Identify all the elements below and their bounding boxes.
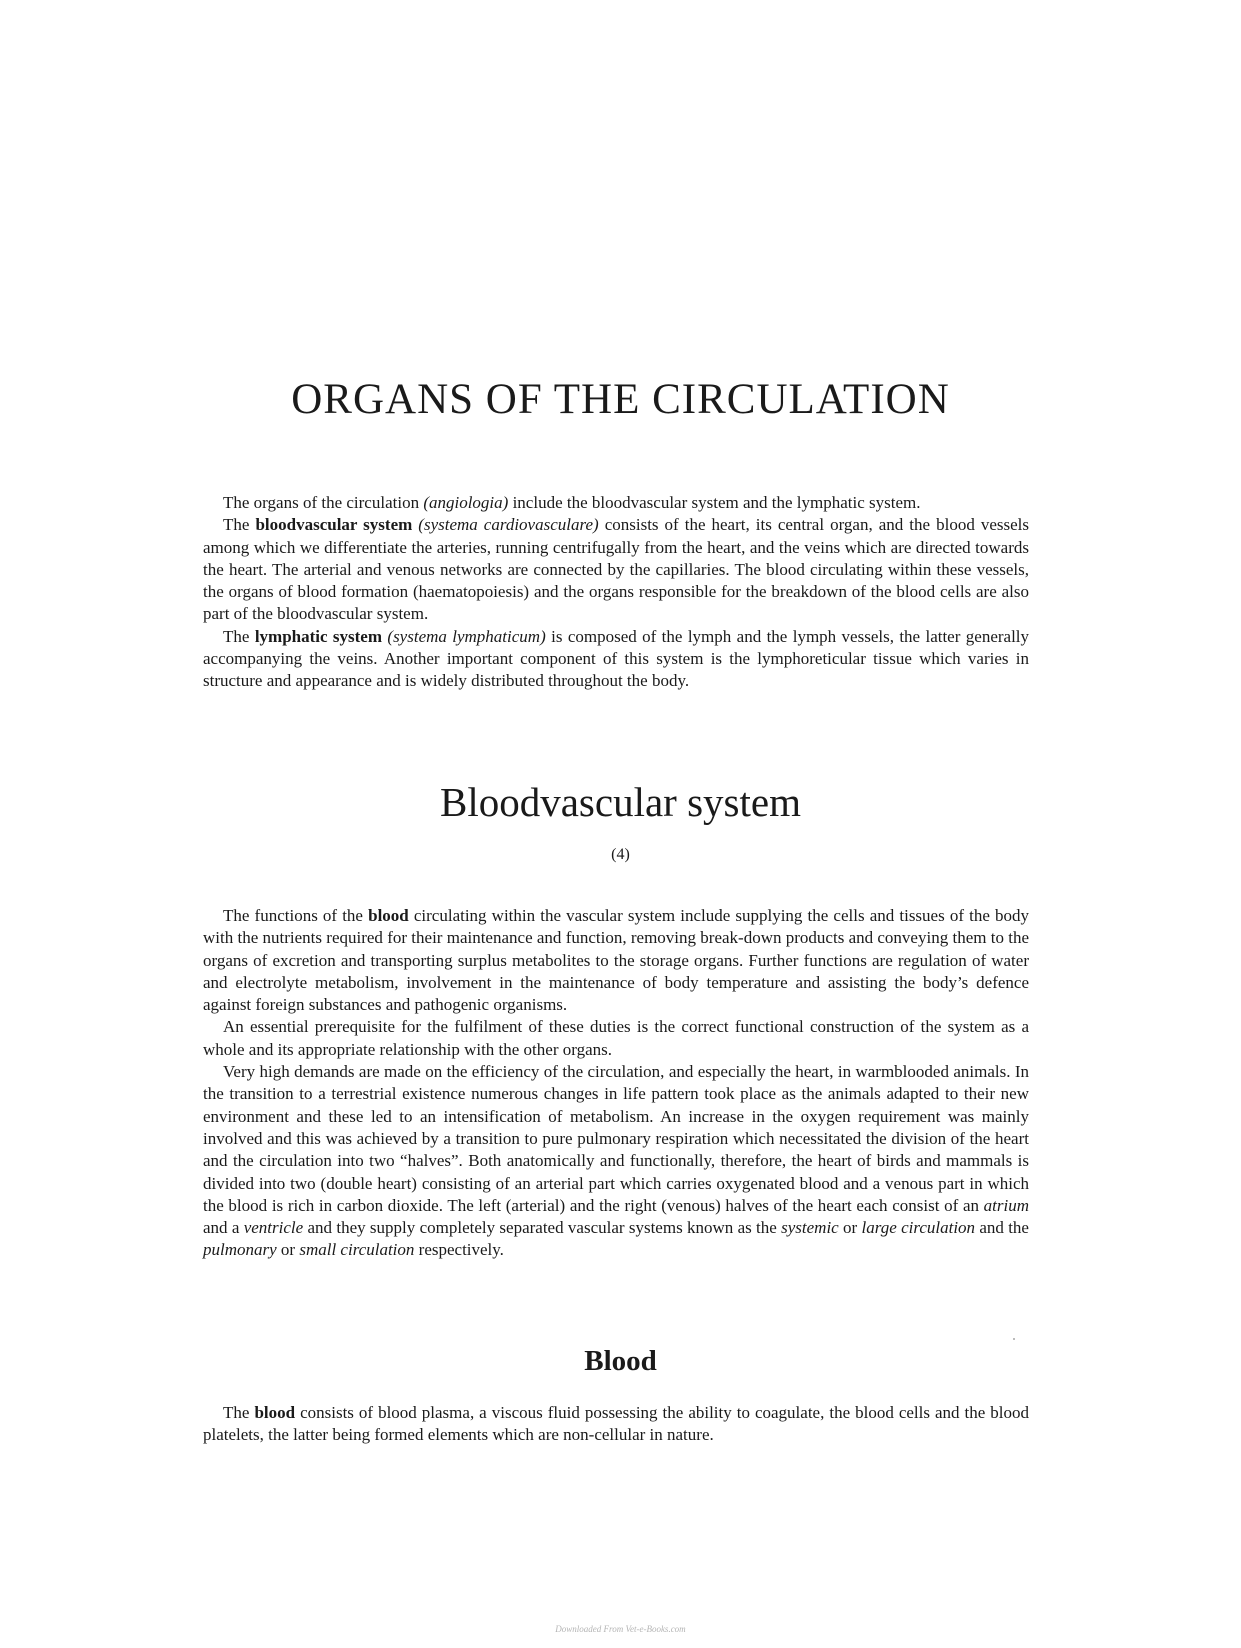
term-systema-cardiovasculare: (systema cardiovasculare) — [418, 515, 599, 535]
term-atrium: atrium — [983, 1195, 1029, 1215]
term-large-circulation: large circulation — [861, 1218, 976, 1238]
term-small-circulation: small circulation — [299, 1240, 415, 1260]
bloodvascular-paragraph-1: The functions of the blood circulating within the vascular system include supplying the cells and tissues of the body with the nutrients required for their maintenance and function, removing break-down products and conveying them to the organs of excretion and transporting surplus metabolites to the storage organs. Further functions are regulation of water and electrolyte metabolism, involvement in the maintenance of body temperature and assisting the body’s defence against foreign substances and pathogenic organisms. — [203, 906, 1029, 1015]
footer-watermark: Downloaded From Vet-e-Books.com — [555, 1624, 686, 1634]
term-blood: blood — [368, 906, 409, 925]
bloodvascular-paragraph-2: An essential prerequisite for the fulfilment of these duties is the correct functional construction of the system as a whole and its appropriate relationship with the other organs. — [203, 1017, 1029, 1059]
bloodvascular-paragraph-3: Very high demands are made on the efficiency of the circulation, and especially the heart, in warmblooded animals. In the transition to a terrestrial existence numerous changes in life pattern took place as the animals adapted to their new environment and these led to an intensification of metabolism. An increase in the oxygen requirement was mainly involved and this was achieved by a transition to pure pulmonary respiration which necessitated the division of the heart and the circulation into two “halves”. Both anatomically and functionally, therefore, the heart of birds and mammals is divided into two (double heart) consisting of an arterial part which carries oxygenated blood and a venous part in which the blood is rich in carbon dioxide. The left (arterial) and the right (venous) halves of the heart each consist of an atrium and a ventricle and they supply completely separated vascular systems known as the systemic or large circulation and the pulmonary or small circulation respectively. — [203, 1062, 1029, 1260]
bloodvascular-text — [203, 905, 1029, 1262]
term-systemic: systemic — [781, 1218, 839, 1238]
term-bloodvascular-system: bloodvascular system — [255, 515, 413, 535]
term-angiologia: (angiologia) — [423, 493, 509, 512]
intro-paragraph-1: The organs of the circulation (angiologia) include the bloodvascular system and the lymphatic system. — [223, 493, 921, 512]
term-lymphatic-system: lymphatic system — [254, 626, 383, 646]
term-pulmonary: pulmonary — [203, 1240, 277, 1260]
intro-paragraph-3: The lymphatic system (systema lymphaticum) is composed of the lymph and the lymph vessels, the latter generally accompanying the veins. Another important component of this system is the lymphoreticular tissue which varies in structure and appearance and is widely distributed throughout the body. — [203, 626, 1030, 691]
page-title: ORGANS OF THE CIRCULATION — [291, 376, 950, 423]
term-systema-lymphaticum: (systema lymphaticum) — [387, 626, 546, 646]
blood-paragraph-1: The blood consists of blood plasma, a viscous fluid possessing the ability to coagulate, the blood cells and the blood platelets, the latter being formed elements which are non-cellular in nature. — [203, 1403, 1030, 1445]
scan-speck — [1013, 1338, 1015, 1340]
term-blood-2: blood — [254, 1403, 296, 1422]
intro-paragraph-2: The bloodvascular system (systema cardiovasculare) consists of the heart, its central organ, and the blood vessels among which we differentiate the arteries, running centrifugally from the heart, and the veins which are directed towards the heart. The arterial and venous networks are connected by the capillaries. The blood circulating within these vessels, the organs of blood formation (haematopoiesis) and the organs responsible for the breakdown of the blood cells are also part of the bloodvascular system. — [203, 515, 1029, 624]
blood-text — [203, 1402, 1029, 1447]
intro-text — [203, 492, 1029, 693]
term-ventricle: ventricle — [243, 1218, 304, 1238]
section-heading: Bloodvascular system — [440, 779, 801, 825]
blood-heading: Blood — [584, 1345, 657, 1377]
section-reference: (4) — [611, 846, 630, 863]
